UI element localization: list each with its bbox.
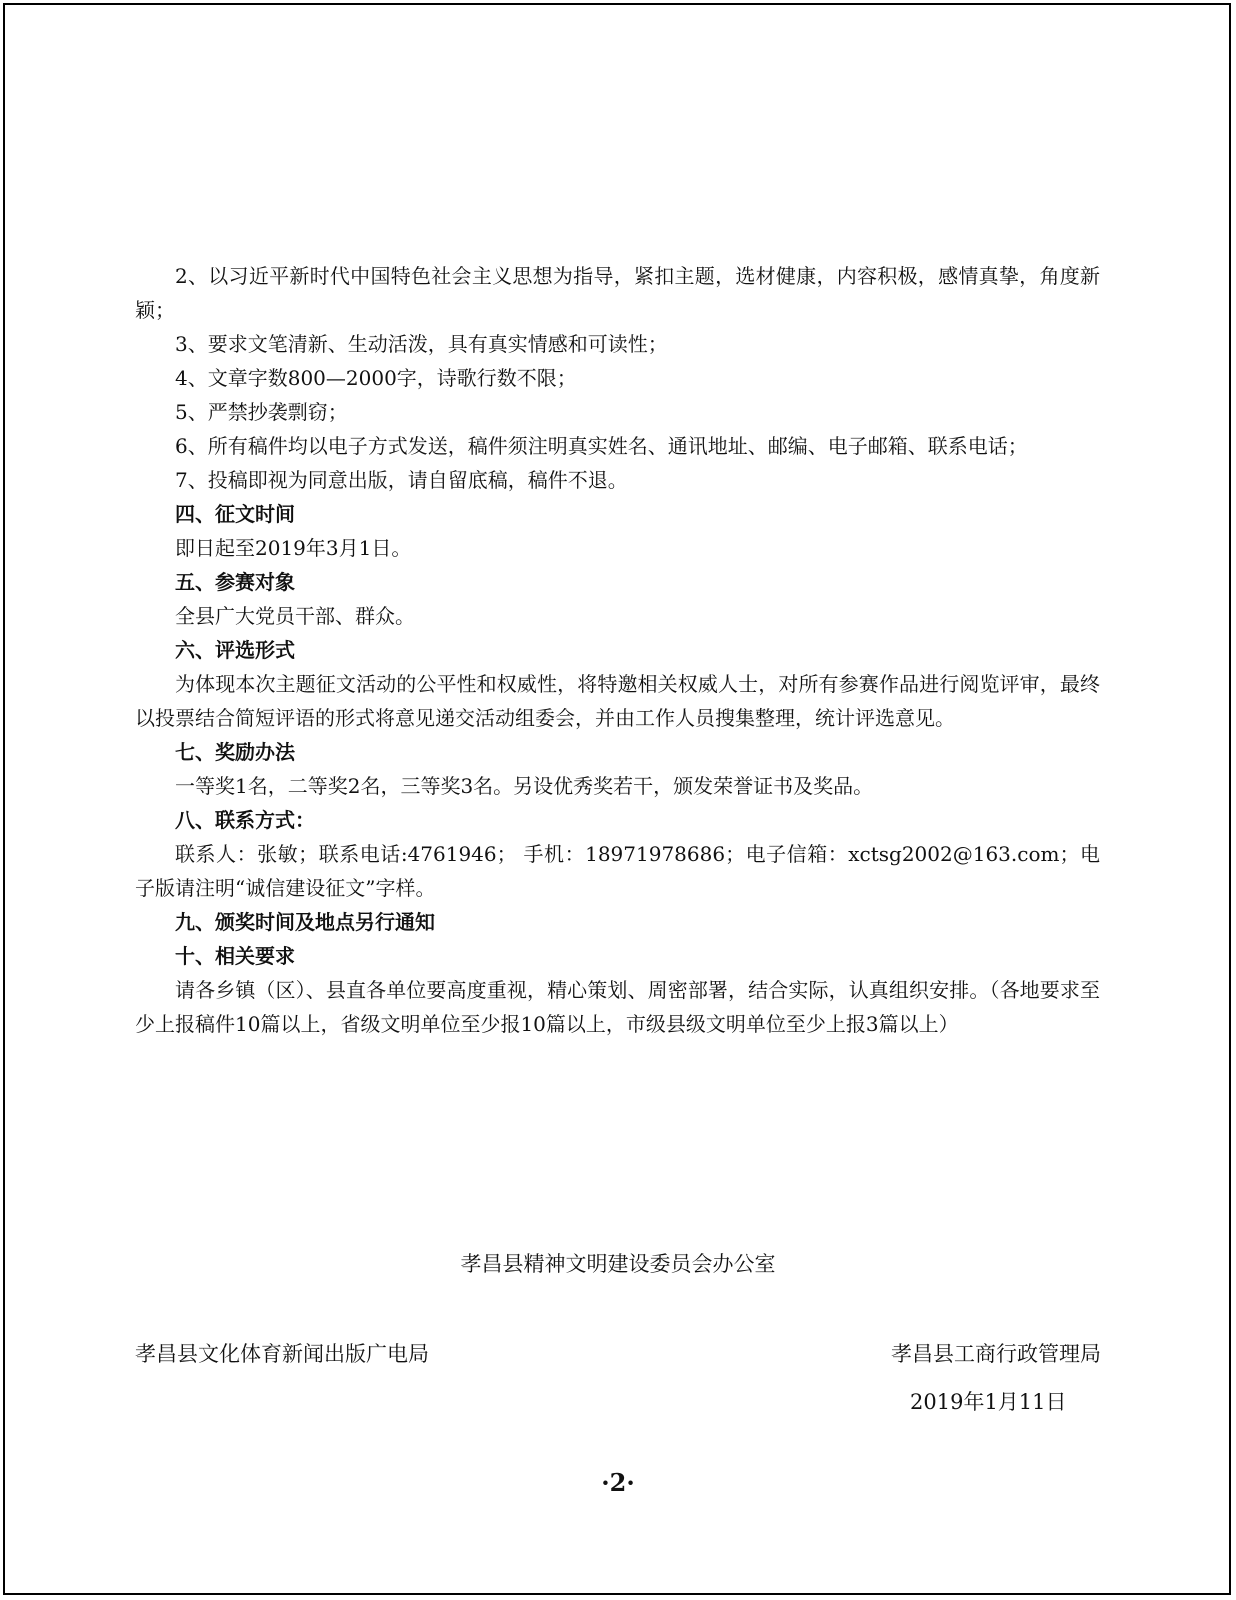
section-text-6: 为体现本次主题征文活动的公平性和权威性，将特邀相关权威人士，对所有参赛作品进行阅览评审，最终以投票结合简短评语的形式将意见递交活动组委会，并由工作人员搜集整理，统计评选意见。: [135, 672, 1100, 730]
requirement-7: 7、投稿即视为同意出版，请自留底稿，稿件不退。: [175, 468, 628, 492]
requirement-5: 5、严禁抄袭剽窃；: [175, 400, 348, 424]
section-text-8: 联系人：张敏；联系电话:4761946； 手机：18971978686；电子信箱：xctsg2002@163.com；电子版请注明“诚信建设征文”字样。: [135, 842, 1100, 900]
section-text-7: 一等奖1名，二等奖2名，三等奖3名。另设优秀奖若干，颁发荣誉证书及奖品。: [175, 774, 874, 798]
section-text-10: 请各乡镇（区）、县直各单位要高度重视，精心策划、周密部署，结合实际，认真组织安排。（各地要求至少上报稿件10篇以上，省级文明单位至少报10篇以上，市级县级文明单位至少上报3篇以上）: [135, 978, 1100, 1036]
document-body: [135, 259, 1100, 1041]
section-heading-7: 七、奖励办法: [175, 740, 295, 764]
section-heading-5: 五、参赛对象: [175, 570, 295, 594]
requirement-2: 2、以习近平新时代中国特色社会主义思想为指导，紧扣主题，选材健康，内容积极，感情真挚，角度新颖；: [135, 264, 1100, 322]
signature-culture-bureau: 孝昌县文化体育新闻出版广电局: [135, 1342, 429, 1366]
signature-office: 孝昌县精神文明建设委员会办公室: [460, 1252, 776, 1276]
section-heading-10: 十、相关要求: [175, 944, 295, 968]
requirement-4: 4、文章字数800—2000字，诗歌行数不限；: [175, 366, 577, 390]
requirement-3: 3、要求文笔清新、生动活泼，具有真实情感和可读性；: [175, 332, 668, 356]
section-heading-8: 八、联系方式：: [175, 808, 315, 832]
section-heading-6: 六、评选形式: [175, 638, 295, 662]
page-number: ·2·: [601, 1468, 635, 1497]
signature-date: 2019年1月11日: [910, 1390, 1067, 1414]
section-text-5: 全县广大党员干部、群众。: [175, 604, 415, 628]
section-heading-4: 四、征文时间: [175, 502, 295, 526]
requirement-6: 6、所有稿件均以电子方式发送，稿件须注明真实姓名、通讯地址、邮编、电子邮箱、联系电话；: [175, 434, 1028, 458]
section-heading-9: 九、颁奖时间及地点另行通知: [175, 910, 435, 934]
signature-industry-bureau: 孝昌县工商行政管理局: [891, 1342, 1101, 1366]
section-text-4: 即日起至2019年3月1日。: [175, 536, 412, 560]
